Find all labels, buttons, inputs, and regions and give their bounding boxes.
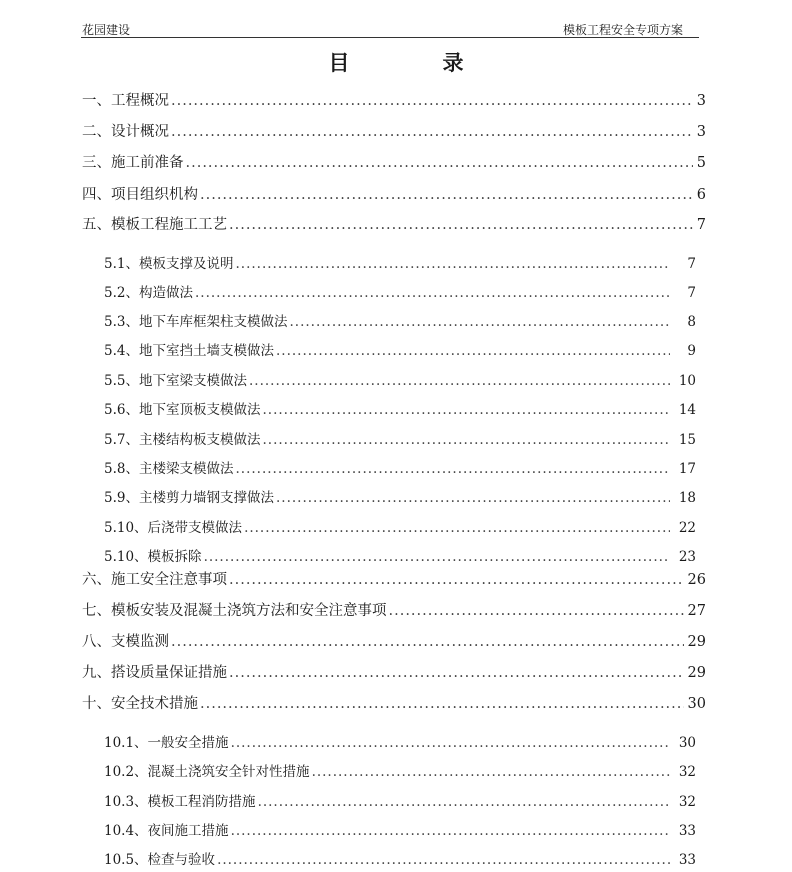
toc-leader-dots <box>200 187 693 203</box>
toc-leader-dots <box>195 285 670 301</box>
toc-subentry[interactable] <box>104 339 696 359</box>
toc-subentry[interactable] <box>104 848 696 868</box>
toc-entry-label: 5.6、地下室顶板支模做法 <box>104 402 261 418</box>
toc-entry-label: 5.2、构造做法 <box>104 285 193 301</box>
toc-entry[interactable] <box>82 213 706 233</box>
toc-leader-dots <box>217 852 670 868</box>
toc-subentry[interactable] <box>104 252 696 272</box>
toc-entry-label: 10.4、夜间施工措施 <box>104 823 229 839</box>
toc-entry-label: 5.5、地下室梁支模做法 <box>104 373 247 389</box>
toc-leader-dots <box>258 794 670 810</box>
toc-leader-dots <box>244 520 670 536</box>
toc-entry[interactable] <box>82 89 706 109</box>
header-rule <box>81 37 699 38</box>
toc-subentry[interactable] <box>104 545 696 565</box>
toc-entry-label: 八、支模监测 <box>82 634 169 650</box>
toc-leader-dots <box>235 256 670 272</box>
toc-entry-label: 5.9、主楼剪力墙钢支撑做法 <box>104 490 274 506</box>
toc-entry-label: 一、工程概况 <box>82 93 169 109</box>
toc-entry-page: 32 <box>678 764 696 780</box>
toc-leader-dots <box>229 572 684 588</box>
toc-entry-page: 26 <box>687 572 706 588</box>
toc-leader-dots <box>186 155 693 171</box>
toc-entry-page: 14 <box>678 402 696 418</box>
toc-subentry[interactable] <box>104 819 696 839</box>
toc-entry-page: 30 <box>678 735 696 751</box>
toc-entry-label: 四、项目组织机构 <box>82 187 198 203</box>
toc-entry-label: 10.1、一般安全措施 <box>104 735 229 751</box>
toc-entry-page: 33 <box>678 823 696 839</box>
toc-entry-page: 15 <box>678 432 696 448</box>
header-document-title: 模板工程安全专项方案 <box>563 23 684 37</box>
toc-entry[interactable] <box>82 151 706 171</box>
toc-entry-label: 5.1、模板支撑及说明 <box>104 256 234 272</box>
toc-leader-dots <box>389 603 684 619</box>
toc-subentry[interactable] <box>104 486 696 506</box>
toc-entry-page: 5 <box>696 155 706 171</box>
toc-entry-page: 7 <box>687 256 696 272</box>
toc-entry-label: 三、施工前准备 <box>82 155 184 171</box>
header-company: 花园建设 <box>82 23 131 37</box>
toc-entry-page: 32 <box>678 794 696 810</box>
toc-entry-label: 10.2、混凝土浇筑安全针对性措施 <box>104 764 310 780</box>
toc-entry-label: 七、模板安装及混凝土浇筑方法和安全注意事项 <box>82 603 387 619</box>
toc-subentry[interactable] <box>104 310 696 330</box>
toc-entry-page: 9 <box>687 343 696 359</box>
toc-leader-dots <box>171 124 693 140</box>
toc-entry-page: 7 <box>696 217 706 233</box>
toc-subentry[interactable] <box>104 457 696 477</box>
toc-entry-page: 7 <box>687 285 696 301</box>
toc-leader-dots <box>231 735 670 751</box>
toc-leader-dots <box>289 314 670 330</box>
toc-subentry[interactable] <box>104 398 696 418</box>
toc-leader-dots <box>231 823 670 839</box>
toc-entry-page: 3 <box>696 93 706 109</box>
toc-leader-dots <box>229 665 684 681</box>
toc-entry-label: 10.3、模板工程消防措施 <box>104 794 256 810</box>
toc-leader-dots <box>312 764 670 780</box>
toc-entry[interactable] <box>82 599 706 619</box>
toc-subentry[interactable] <box>104 731 696 751</box>
toc-entry-label: 5.8、主楼梁支模做法 <box>104 461 234 477</box>
toc-entry-page: 8 <box>687 314 696 330</box>
toc-entry-page: 3 <box>696 124 706 140</box>
toc-leader-dots <box>262 402 670 418</box>
toc-subentry[interactable] <box>104 369 696 389</box>
toc-subentry[interactable] <box>104 760 696 780</box>
toc-leader-dots <box>229 217 693 233</box>
toc-leader-dots <box>276 490 670 506</box>
toc-entry-label: 六、施工安全注意事项 <box>82 572 227 588</box>
toc-entry-page: 10 <box>678 373 696 389</box>
toc-leader-dots <box>249 373 670 389</box>
toc-entry-page: 30 <box>687 696 706 712</box>
toc-entry-label: 5.4、地下室挡土墙支模做法 <box>104 343 274 359</box>
toc-leader-dots <box>171 93 693 109</box>
toc-leader-dots <box>171 634 684 650</box>
toc-entry-label: 五、模板工程施工工艺 <box>82 217 227 233</box>
toc-leader-dots <box>276 343 670 359</box>
toc-entry-page: 33 <box>678 852 696 868</box>
toc-entry-label: 5.10、模板拆除 <box>104 549 202 565</box>
toc-entry-page: 18 <box>678 490 696 506</box>
toc-leader-dots <box>204 549 670 565</box>
page-title: 目 录 <box>328 50 500 75</box>
toc-entry-page: 23 <box>678 549 696 565</box>
toc-leader-dots <box>235 461 670 477</box>
toc-entry-label: 5.10、后浇带支模做法 <box>104 520 243 536</box>
toc-leader-dots <box>200 696 684 712</box>
toc-entry-label: 十、安全技术措施 <box>82 696 198 712</box>
toc-subentry[interactable] <box>104 428 696 448</box>
toc-entry[interactable] <box>82 183 706 203</box>
toc-leader-dots <box>262 432 670 448</box>
toc-subentry[interactable] <box>104 790 696 810</box>
toc-subentry[interactable] <box>104 281 696 301</box>
toc-entry-page: 22 <box>678 520 696 536</box>
toc-entry[interactable] <box>82 120 706 140</box>
toc-entry-label: 10.5、检查与验收 <box>104 852 216 868</box>
toc-entry-page: 29 <box>687 634 706 650</box>
toc-entry-label: 5.3、地下车库框架柱支模做法 <box>104 314 288 330</box>
toc-entry-page: 29 <box>687 665 706 681</box>
toc-entry-label: 二、设计概况 <box>82 124 169 140</box>
toc-entry-page: 17 <box>678 461 696 477</box>
toc-subentry[interactable] <box>104 516 696 536</box>
toc-entry[interactable] <box>82 630 706 650</box>
toc-entry-page: 27 <box>687 603 706 619</box>
toc-entry-label: 九、搭设质量保证措施 <box>82 665 227 681</box>
toc-entry[interactable] <box>82 661 706 681</box>
toc-entry-label: 5.7、主楼结构板支模做法 <box>104 432 261 448</box>
toc-entry[interactable] <box>82 692 706 712</box>
toc-entry[interactable] <box>82 568 706 588</box>
toc-entry-page: 6 <box>696 187 706 203</box>
